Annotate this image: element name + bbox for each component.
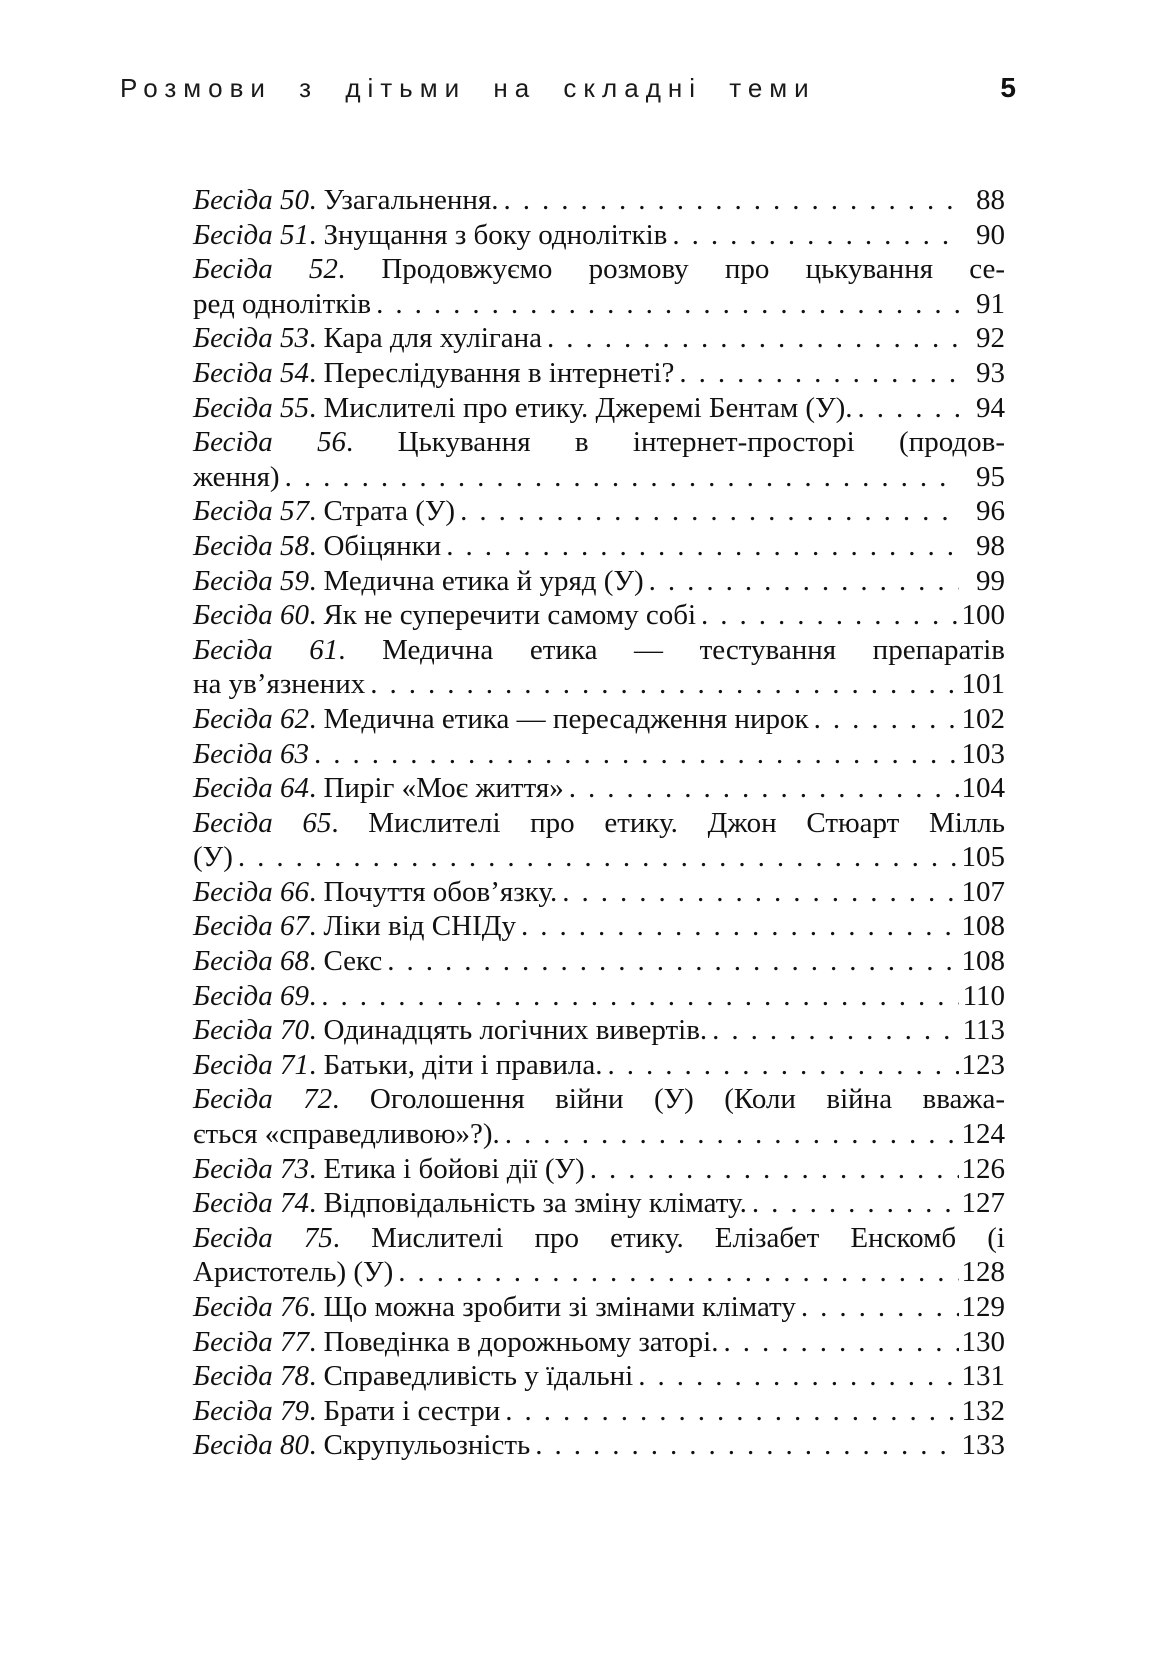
dot-leader (233, 840, 959, 875)
dot-leader (564, 771, 959, 806)
entry-label: Бесіда 56 (193, 426, 347, 459)
toc-list (193, 183, 1005, 1463)
dot-leader (796, 1290, 959, 1325)
entry-separator: . (337, 253, 382, 286)
entry-title: Медична етика — тестування препаратів (382, 633, 1006, 666)
entry-page: 96 (976, 495, 1005, 528)
entry-line1 (193, 806, 1005, 841)
entry-page: 100 (961, 599, 1005, 632)
entry-title: Справедливість у їдальні (323, 1360, 634, 1393)
entry-label: Бесіда 72 (193, 1083, 333, 1116)
entry-title: Поведінка в дорожньому заторі. (323, 1325, 719, 1358)
entry-separator: . (308, 1429, 324, 1462)
dot-leader (441, 529, 959, 564)
dot-leader (674, 356, 959, 391)
entry-title: Пиріг «Моє життя» (323, 772, 564, 805)
dot-leader (696, 598, 959, 633)
toc-entry (193, 771, 1005, 806)
entry-separator: . (308, 1394, 324, 1427)
entry-page: 91 (976, 287, 1005, 320)
dot-leader (542, 321, 959, 356)
entry-line1 (193, 425, 1005, 460)
entry-page: 88 (976, 184, 1005, 216)
entry-page: 130 (961, 1325, 1005, 1358)
dot-leader (603, 1048, 960, 1083)
entry-page: 133 (961, 1429, 1005, 1462)
entry-page: 95 (976, 460, 1005, 493)
entry-label: Бесіда 50 (193, 184, 309, 216)
entry-text (193, 702, 809, 737)
toc-entry (193, 494, 1005, 529)
entry-separator: . (308, 910, 324, 943)
entry-separator: . (308, 1048, 324, 1081)
entry-text (193, 1290, 796, 1325)
entry-label: Бесіда 62 (193, 702, 309, 735)
dot-leader (809, 702, 959, 737)
entry-separator: . (308, 772, 324, 805)
toc-entry (193, 944, 1005, 979)
entry-separator: . (332, 1083, 370, 1116)
entry-title: Що можна зробити зі змінами клімату (323, 1291, 796, 1323)
entry-title-continued: ється «справедливою»?). (193, 1118, 500, 1151)
entry-title-continued: (У) (193, 841, 233, 874)
entry-text (193, 1152, 585, 1187)
toc-entry (193, 1394, 1005, 1429)
entry-line2 (193, 460, 1005, 495)
entry-label: Бесіда 63 (193, 737, 309, 770)
entry-page: 113 (962, 1014, 1005, 1047)
entry-text (193, 218, 667, 253)
entry-text (193, 183, 499, 218)
entry-page: 94 (976, 391, 1005, 424)
entry-title: Продовжуємо розмову про цькування се- (381, 253, 1005, 286)
toc-entry (193, 702, 1005, 737)
entry-page: 131 (961, 1360, 1005, 1393)
entry-label: Бесіда 69 (193, 979, 309, 1012)
entry-separator: . (308, 1152, 324, 1185)
dot-leader (853, 391, 959, 426)
entry-page: 128 (961, 1256, 1005, 1289)
entry-title: Обіцянки (323, 529, 442, 562)
toc-entry (193, 1082, 1005, 1151)
entry-separator: . (331, 806, 369, 839)
entry-label: Бесіда 66 (193, 875, 309, 908)
dot-leader (382, 944, 959, 979)
entry-line1 (193, 1082, 1005, 1117)
entry-line2 (193, 667, 1005, 702)
entry-label: Бесіда 59 (193, 564, 309, 597)
entry-label: Бесіда 74 (193, 1187, 309, 1220)
entry-title-continued: ред однолітків (193, 287, 372, 320)
entry-page: 110 (962, 979, 1005, 1012)
entry-page: 103 (961, 737, 1005, 770)
entry-text (193, 737, 309, 772)
entry-separator: . (308, 391, 324, 424)
entry-page: 107 (961, 875, 1005, 908)
dot-leader (309, 737, 959, 772)
entry-page: 123 (961, 1048, 1005, 1081)
toc-entry (193, 598, 1005, 633)
dot-leader (280, 460, 959, 495)
toc-entry (193, 1359, 1005, 1394)
entry-separator: . (308, 495, 324, 528)
entry-label: Бесіда 64 (193, 772, 309, 805)
entry-page: 104 (961, 772, 1005, 805)
entry-text (193, 1013, 707, 1048)
page-header (120, 72, 1016, 104)
entry-page: 108 (961, 910, 1005, 943)
entry-label: Бесіда 57 (193, 495, 309, 528)
dot-leader (633, 1359, 959, 1394)
entry-label: Бесіда 65 (193, 806, 332, 839)
entry-separator: . (308, 322, 324, 355)
entry-text (193, 1359, 633, 1394)
entry-label: Бесіда 51 (193, 218, 309, 251)
toc-entry (193, 1152, 1005, 1187)
dot-leader (455, 494, 959, 529)
entry-title: Скрупульозність (323, 1429, 531, 1462)
entry-label: Бесіда 70 (193, 1014, 309, 1047)
entry-page: 102 (961, 702, 1005, 735)
entry-separator: . (308, 1291, 324, 1323)
entry-page: 99 (976, 564, 1005, 597)
entry-separator: . (308, 945, 324, 978)
entry-label: Бесіда 67 (193, 910, 309, 943)
toc-entry (193, 1428, 1005, 1463)
entry-page: 93 (976, 356, 1005, 389)
toc-entry (193, 1013, 1005, 1048)
entry-title: Батьки, діти і правила. (323, 1048, 603, 1081)
entry-title-continued: на ув’язнених (193, 668, 366, 701)
toc-entry (193, 1186, 1005, 1221)
entry-title: Мислителі про етику. Елізабет Енскомб (і (371, 1221, 1005, 1254)
entry-title: Знущання з боку однолітків (323, 218, 668, 251)
entry-separator: . (308, 702, 324, 735)
dot-leader (667, 218, 959, 253)
entry-text (193, 1325, 719, 1360)
entry-label: Бесіда 78 (193, 1360, 309, 1393)
entry-page: 105 (961, 841, 1005, 874)
dot-leader (719, 1325, 960, 1360)
entry-label: Бесіда 53 (193, 322, 309, 355)
entry-separator: . (308, 599, 324, 632)
entry-title: Мислителі про етику. Джон Стюарт Мілль (368, 806, 1005, 839)
dot-leader (585, 1152, 959, 1187)
dot-leader (316, 979, 959, 1014)
entry-text (193, 909, 516, 944)
toc-entry (193, 425, 1005, 494)
entry-separator: . (308, 564, 324, 597)
entry-text (193, 944, 382, 979)
toc-entry (193, 321, 1005, 356)
entry-label: Бесіда 77 (193, 1325, 309, 1358)
entry-text (193, 979, 316, 1014)
toc-entry (193, 218, 1005, 253)
entry-page: 92 (976, 322, 1005, 355)
entry-text (193, 1048, 603, 1083)
entry-label: Бесіда 75 (193, 1221, 333, 1254)
dot-leader (747, 1186, 959, 1221)
entry-label: Бесіда 52 (193, 253, 338, 286)
entry-title: Узагальнення. (323, 184, 499, 216)
entry-text (193, 391, 853, 426)
entry-label: Бесіда 71 (193, 1048, 309, 1081)
entry-text (193, 1428, 530, 1463)
dot-leader (371, 287, 959, 322)
entry-page: 129 (961, 1291, 1005, 1323)
toc-entry (193, 1325, 1005, 1360)
entry-text (193, 356, 674, 391)
entry-title: Оголошення війни (У) (Коли війна вважа- (369, 1083, 1005, 1116)
dot-leader (516, 909, 959, 944)
entry-text (193, 321, 542, 356)
entry-line2 (193, 287, 1005, 322)
entry-title: Переслідування в інтернеті? (323, 356, 675, 389)
dot-leader (393, 1255, 959, 1290)
entry-separator: . (308, 1360, 324, 1393)
entry-label: Бесіда 61 (193, 633, 339, 666)
entry-text (193, 529, 441, 564)
entry-label: Бесіда 60 (193, 599, 309, 632)
toc-entry (193, 564, 1005, 599)
entry-label: Бесіда 58 (193, 529, 309, 562)
entry-text (193, 771, 564, 806)
dot-leader (365, 667, 959, 702)
entry-line1 (193, 252, 1005, 287)
entry-page: 98 (976, 529, 1005, 562)
entry-title: Страта (У) (323, 495, 456, 528)
toc-entry (193, 806, 1005, 875)
dot-leader (499, 183, 959, 218)
entry-title-continued: Аристотель) (У) (193, 1256, 394, 1289)
toc-entry (193, 183, 1005, 218)
toc-entry (193, 252, 1005, 321)
entry-line2 (193, 840, 1005, 875)
entry-title: Як не суперечити самому собі (323, 599, 697, 632)
dot-leader (644, 564, 959, 599)
entry-line1 (193, 1221, 1005, 1256)
entry-title: Медична етика й уряд (У) (323, 564, 644, 597)
entry-separator: . (338, 633, 383, 666)
dot-leader (707, 1013, 959, 1048)
entry-title: Мислителі про етику. Джеремі Бентам (У). (323, 391, 853, 424)
entry-title: Почуття обов’язку. (323, 875, 558, 908)
dot-leader (557, 875, 959, 910)
entry-page: 108 (961, 945, 1005, 978)
toc-entry (193, 737, 1005, 772)
entry-title: Секс (323, 945, 383, 978)
entry-page: 124 (961, 1118, 1005, 1151)
entry-separator: . (308, 1325, 324, 1358)
toc-entry (193, 1048, 1005, 1083)
entry-text (193, 875, 557, 910)
entry-label: Бесіда 55 (193, 391, 309, 424)
entry-page: 132 (961, 1394, 1005, 1427)
entry-text (193, 1186, 747, 1221)
entry-title: Кара для хулігана (323, 322, 543, 355)
toc-entry (193, 356, 1005, 391)
entry-separator: . (308, 979, 317, 1012)
entry-separator: . (308, 1014, 324, 1047)
entry-page: 127 (961, 1187, 1005, 1220)
entry-label: Бесіда 79 (193, 1394, 309, 1427)
entry-label: Бесіда 73 (193, 1152, 309, 1185)
page-number: 5 (1000, 72, 1016, 103)
entry-title: Брати і сестри (323, 1394, 501, 1427)
toc-entry (193, 875, 1005, 910)
entry-separator: . (332, 1221, 372, 1254)
entry-label: Бесіда 80 (193, 1429, 309, 1462)
running-head-title: Розмови з дітьми на складні теми (120, 73, 816, 103)
entry-separator: . (308, 875, 324, 908)
entry-text (193, 494, 455, 529)
entry-title: Медична етика — пересадження нирок (323, 702, 809, 735)
entry-text (193, 564, 644, 599)
entry-separator: . (346, 426, 398, 459)
entry-title: Цькування в інтернет-просторі (продов- (397, 426, 1005, 459)
entry-line2 (193, 1255, 1005, 1290)
entry-title-continued: ження) (193, 460, 280, 493)
entry-title: Одинадцять логічних вивертів. (323, 1014, 708, 1047)
toc-entry (193, 1221, 1005, 1290)
toc-entry (193, 979, 1005, 1014)
toc-entry (193, 633, 1005, 702)
dot-leader (500, 1394, 959, 1429)
entry-line1 (193, 633, 1005, 668)
entry-title: Відповідальність за зміну клімату. (323, 1187, 747, 1220)
entry-line2 (193, 1117, 1005, 1152)
toc-entry (193, 529, 1005, 564)
entry-page: 90 (976, 218, 1005, 251)
entry-label: Бесіда 68 (193, 945, 309, 978)
entry-separator: . (308, 356, 324, 389)
entry-separator: . (308, 218, 324, 251)
entry-separator: . (308, 184, 324, 216)
toc-entry (193, 1290, 1005, 1325)
entry-page: 101 (961, 668, 1005, 701)
entry-title: Етика і бойові дії (У) (323, 1152, 585, 1185)
entry-separator: . (308, 529, 324, 562)
entry-label: Бесіда 76 (193, 1291, 309, 1323)
dot-leader (530, 1428, 959, 1463)
entry-page: 126 (961, 1152, 1005, 1185)
entry-label: Бесіда 54 (193, 356, 309, 389)
entry-title: Ліки від СНІДу (323, 910, 517, 943)
dot-leader (500, 1117, 959, 1152)
toc-entry (193, 909, 1005, 944)
toc-entry (193, 391, 1005, 426)
entry-text (193, 598, 696, 633)
entry-separator: . (308, 1187, 324, 1220)
entry-text (193, 1394, 500, 1429)
